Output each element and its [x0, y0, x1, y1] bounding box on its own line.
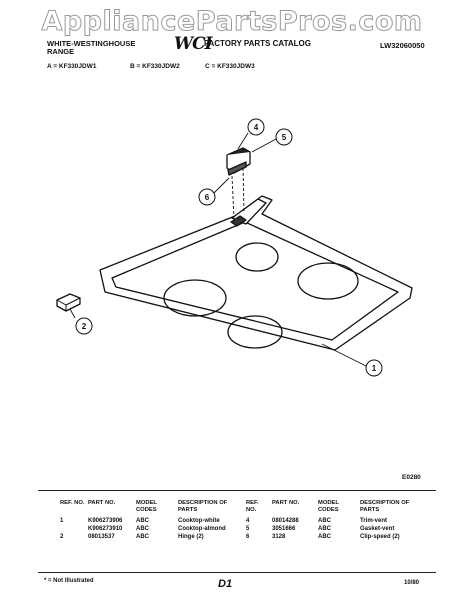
model-b: B = KF330JDW2 — [130, 63, 180, 70]
codes-cell: ABC — [318, 534, 331, 540]
codes-cell: ABC — [136, 526, 149, 532]
model-number: KF330JDW1 — [58, 63, 97, 70]
table-header-row — [60, 500, 240, 517]
part-cell: 3128 — [272, 534, 286, 540]
parts-table-right — [246, 500, 422, 541]
table-row — [60, 533, 240, 541]
catalog-part-number: LW32060050 — [380, 41, 425, 50]
assembly-line — [232, 176, 234, 218]
leader-line — [213, 178, 229, 194]
catalog-title: FACTORY PARTS CATALOG — [204, 39, 311, 48]
catalog-date: 10/80 — [404, 580, 420, 586]
ref-cell — [60, 525, 88, 533]
part-cell: K906273906 — [88, 518, 123, 524]
model-key: B — [130, 63, 135, 70]
callout-4: 4 — [253, 123, 259, 132]
model-c: C = KF330JDW3 — [205, 63, 255, 70]
hinge-part — [57, 294, 80, 311]
wci-logo: WCI — [174, 34, 212, 54]
table-top-rule — [38, 490, 436, 491]
ref-cell: 2 — [60, 534, 64, 540]
codes-cell: ABC — [318, 518, 331, 524]
leader-line — [70, 309, 75, 318]
page-number: D1 — [218, 578, 233, 590]
table-bottom-rule — [38, 572, 436, 573]
desc-cell: Cooktop-white — [178, 518, 220, 524]
ref-cell: 5 — [246, 526, 250, 532]
header-part: PART NO. — [272, 500, 300, 506]
header-ref: REF. NO. — [246, 500, 259, 513]
desc-cell: Trim-vent — [360, 518, 388, 524]
table-row — [60, 525, 240, 533]
ref-cell: 4 — [246, 518, 250, 524]
parts-table-left — [60, 500, 240, 541]
not-illustrated-note: * = Not Illustrated — [44, 578, 94, 584]
part-cell: 08014288 — [272, 518, 299, 524]
figure-code: E0280 — [402, 474, 421, 481]
header-desc: DESCRIPTION OF PARTS — [360, 500, 410, 513]
ref-cell: 6 — [246, 534, 250, 540]
callout-2: 2 — [81, 322, 87, 331]
cooktop-outline — [100, 196, 412, 350]
table-row — [246, 517, 422, 525]
model-key: A — [47, 63, 52, 70]
ref-cell: 1 — [60, 518, 64, 524]
model-number: KF330JDW3 — [217, 63, 255, 70]
model-number: KF330JDW2 — [142, 63, 180, 70]
model-a: A = KF330JDW1 — [47, 63, 97, 70]
watermark-text: AppliancePartsPros.com — [41, 6, 423, 37]
part-cell: K906273910 — [88, 526, 123, 532]
assembly-line — [243, 168, 244, 212]
header-codes: MODEL CODES — [136, 500, 157, 513]
part-cell: 3051666 — [272, 526, 296, 532]
callout-5: 5 — [281, 133, 287, 142]
leader-line — [238, 133, 248, 149]
desc-cell: Cooktop-almond — [178, 526, 226, 532]
leader-line — [252, 139, 276, 152]
table-row — [60, 517, 240, 525]
leader-line — [322, 344, 366, 366]
codes-cell: ABC — [136, 518, 149, 524]
header-desc: DESCRIPTION OF PARTS — [178, 500, 228, 513]
brand-name: WHITE-WESTINGHOUSE — [47, 39, 136, 48]
table-row — [246, 525, 422, 533]
model-key: C — [205, 63, 210, 70]
header-ref: REF. NO. — [60, 500, 85, 506]
desc-cell: Gasket-vent — [360, 526, 395, 532]
header-part: PART NO. — [88, 500, 116, 506]
product-type: RANGE — [47, 47, 75, 56]
desc-cell: Clip-speed (2) — [360, 534, 400, 540]
part-cell: 08013537 — [88, 534, 115, 540]
codes-cell: ABC — [136, 534, 149, 540]
desc-cell: Hinge (2) — [178, 534, 204, 540]
codes-cell: ABC — [318, 526, 331, 532]
table-header-row — [246, 500, 422, 517]
callout-6: 6 — [204, 193, 210, 202]
table-row — [246, 533, 422, 541]
callout-1: 1 — [371, 364, 377, 373]
header-codes: MODEL CODES — [318, 500, 339, 513]
